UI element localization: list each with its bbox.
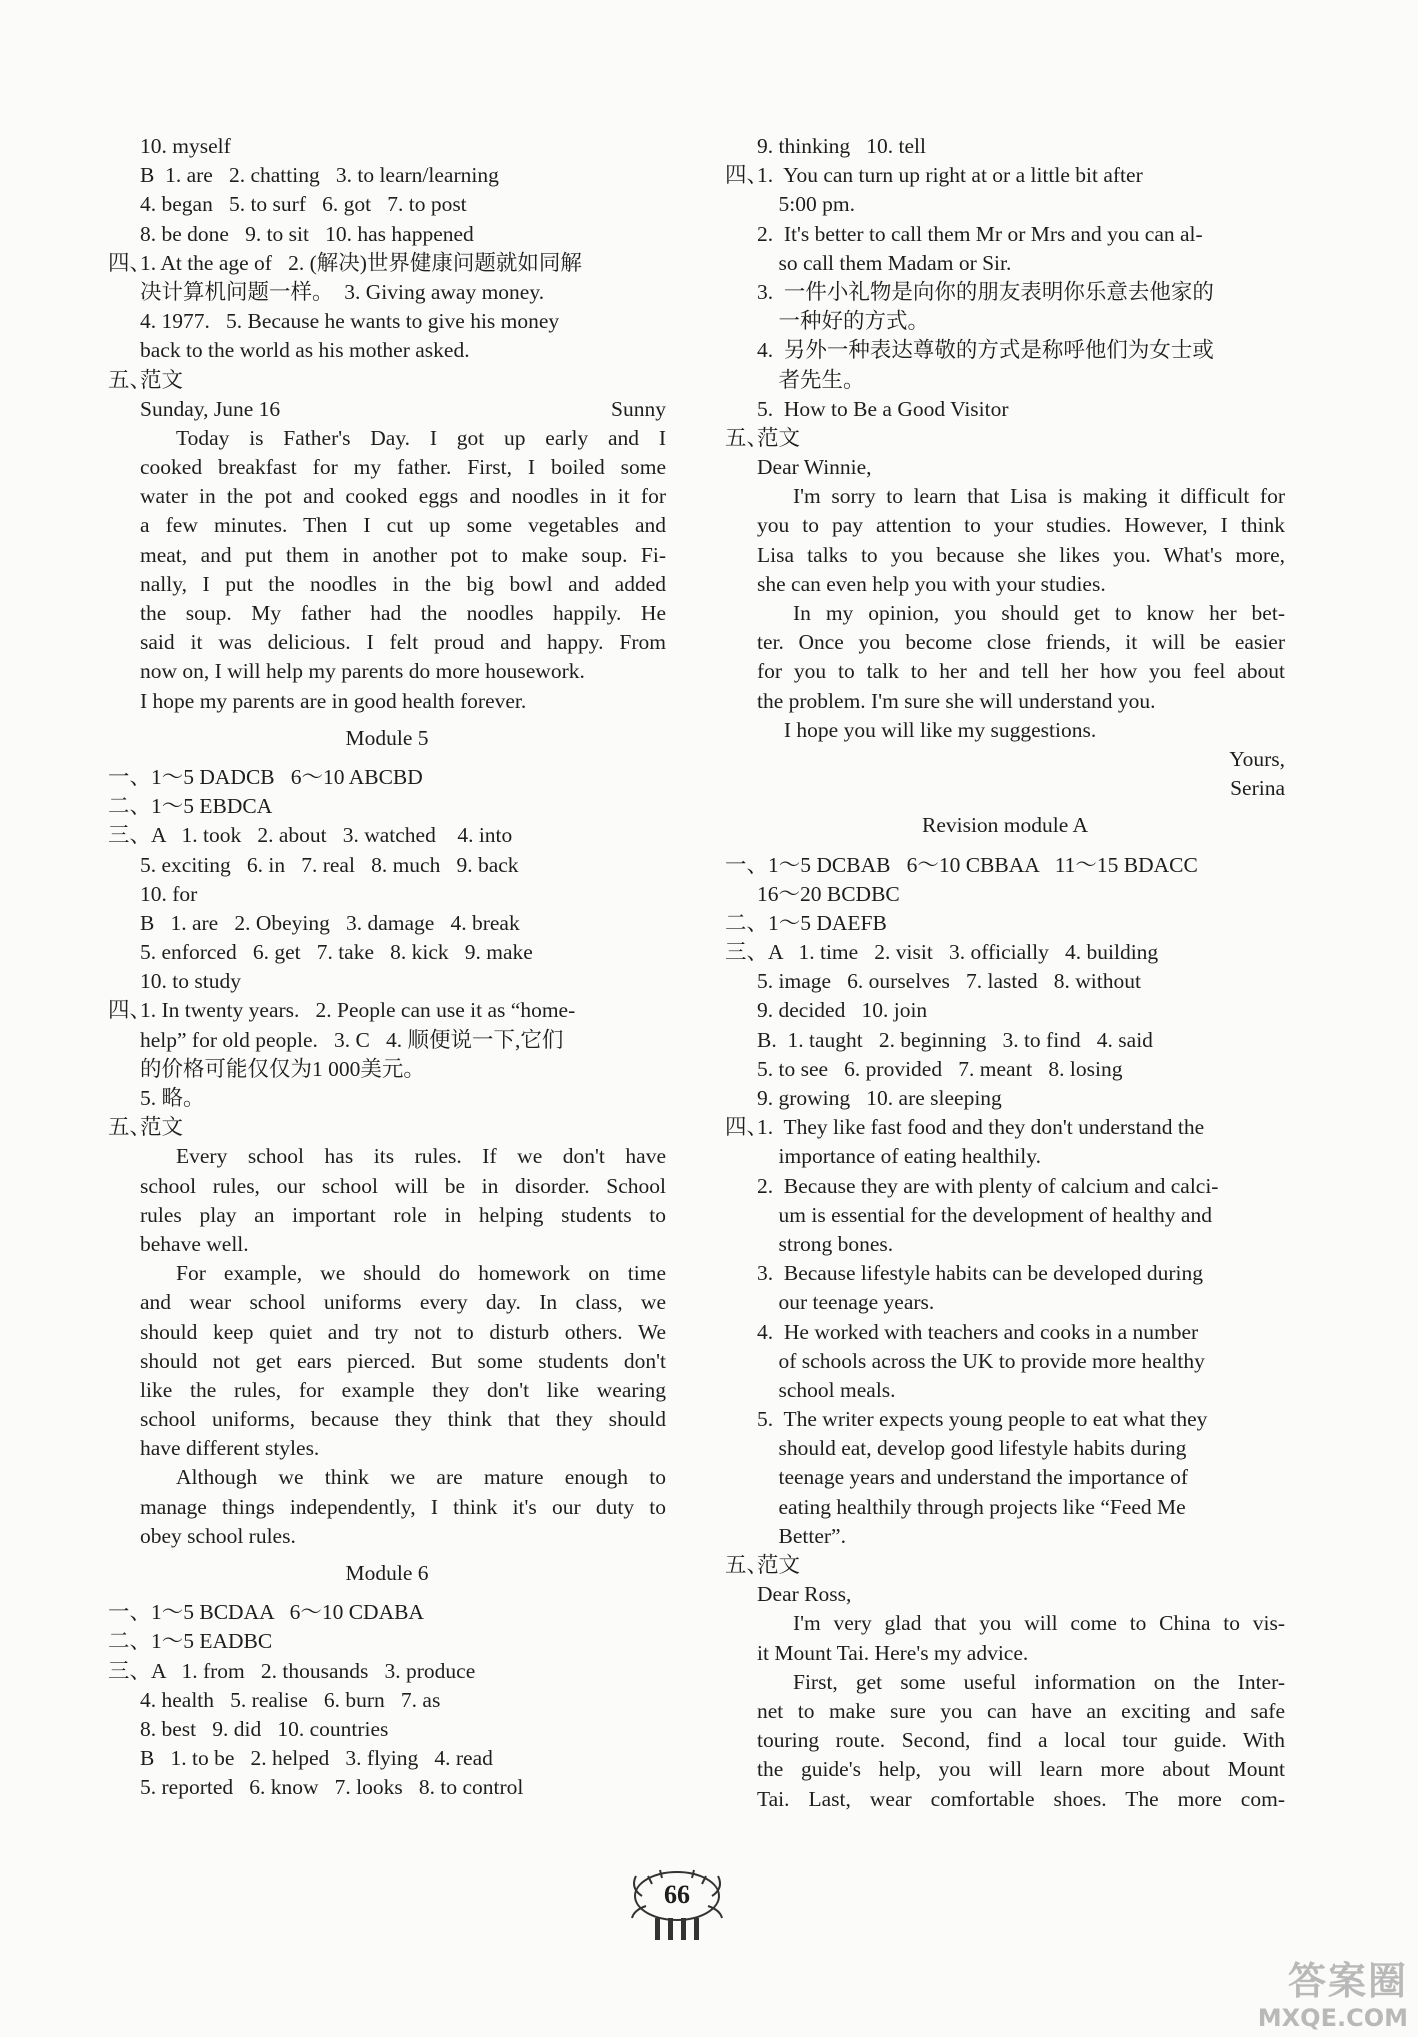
answer-key-line: 一、1～5 DADCB 6～10 ABCBD: [108, 764, 423, 789]
line-text: um is essential for the development of healthy and: [757, 1202, 1212, 1227]
answer-line: [725, 1347, 1285, 1376]
line-text: I hope my parents are in good health forever.: [140, 688, 527, 713]
answer-line: [108, 336, 666, 365]
answer-line: [725, 967, 1285, 996]
line-text: 1. You can turn up right at or a little bit after: [757, 163, 1143, 188]
line-text: the problem. I'm sure she will understand you.: [757, 688, 1156, 713]
answer-key-line: 一、1～5 DCBAB 6～10 CBBAA 11～15 BDACC: [725, 852, 1198, 877]
line-text: Better”.: [757, 1523, 846, 1548]
answer-line: [725, 307, 1285, 336]
essay-line: should not get ears pierced. But some students don't: [140, 1348, 666, 1373]
essay-line: cooked breakfast for my father. First, I boiled some: [140, 455, 666, 480]
diary-date: Sunday, June 16: [140, 396, 281, 421]
line-text: our teenage years.: [757, 1290, 935, 1315]
line-text: 8. best 9. did 10. countries: [140, 1716, 389, 1741]
answer-line: [725, 1318, 1285, 1347]
essay-line: rules play an important role in helping students to: [140, 1202, 666, 1227]
answer-line: [108, 1773, 666, 1802]
line-text: 5. enforced 6. get 7. take 8. kick 9. make: [140, 940, 533, 965]
answer-line: [725, 1201, 1285, 1230]
watermark-url: MXQE.COM: [1257, 2004, 1408, 2032]
line-text: 4. 另外一种表达尊敬的方式是称呼他们为女士或: [757, 338, 1214, 363]
line-text: 者先生。: [757, 367, 865, 392]
line-text: 5. How to Be a Good Visitor: [757, 396, 1009, 421]
line-text: obey school rules.: [140, 1523, 296, 1548]
essay-line: In my opinion, you should get to know her bet-: [793, 601, 1285, 625]
answer-line: [725, 687, 1285, 716]
right-column: [725, 132, 1285, 1814]
section-label: 五、: [108, 367, 152, 392]
line-text: it Mount Tai. Here's my advice.: [757, 1640, 1029, 1665]
line-text: 2. Because they are with plenty of calcium and calci-: [757, 1173, 1219, 1198]
answer-line: [725, 1405, 1285, 1434]
answer-line: [108, 366, 666, 395]
answer-line: [108, 657, 666, 686]
essay-line: for you to talk to her and tell her how you feel about: [757, 659, 1285, 684]
answer-line: [108, 996, 666, 1025]
line-text: 9. growing 10. are sleeping: [757, 1086, 1002, 1110]
answer-line: [108, 967, 666, 996]
essay-line: Today is Father's Day. I got up early and I: [176, 425, 666, 450]
line-text: Dear Ross,: [757, 1582, 852, 1607]
line-text: should eat, develop good lifestyle habits during: [757, 1436, 1187, 1461]
answer-line: [725, 395, 1285, 424]
left-column: [108, 132, 666, 1803]
line-text: 决计算机问题一样。 3. Giving away money.: [140, 279, 545, 304]
diary-header: [108, 395, 666, 424]
essay-line: manage things independently, I think it's our duty to: [140, 1494, 666, 1519]
essay-line: the soup. My father had the noodles happily. He: [140, 601, 666, 625]
line-text: 3. Because lifestyle habits can be developed during: [757, 1261, 1203, 1286]
answer-line: [725, 1288, 1285, 1317]
letter-signoff: Yours,: [1229, 746, 1285, 771]
line-text: 范文: [140, 367, 184, 392]
section-label: 四、: [725, 163, 769, 188]
module-heading: Revision module A: [921, 813, 1089, 838]
answer-line: [725, 278, 1285, 307]
line-text: B. 1. taught 2. beginning 3. to find 4. said: [757, 1027, 1153, 1052]
essay-line: Although we think we are mature enough to: [176, 1465, 666, 1490]
line-text: B 1. are 2. Obeying 3. damage 4. break: [140, 910, 520, 935]
answer-line: [725, 1084, 1285, 1113]
line-text: 范文: [757, 425, 801, 450]
page-number-badge: [622, 1866, 732, 1946]
answer-line: [108, 1744, 666, 1773]
answer-line: [725, 570, 1285, 599]
answer-key-line: 三、A 1. took 2. about 3. watched 4. into: [108, 823, 513, 848]
line-text: 10. for: [140, 881, 198, 906]
section-label: 四、: [108, 998, 152, 1023]
line-text: 5. 略。: [140, 1086, 205, 1110]
module-heading: Module 6: [345, 1561, 429, 1585]
answer-line: [108, 307, 666, 336]
line-text: eating healthily through projects like “Feed Me: [757, 1494, 1186, 1519]
answer-line: [108, 132, 666, 161]
essay-line: net to make sure you can have an exciting and safe: [757, 1698, 1285, 1723]
answer-line: [108, 278, 666, 307]
section-label: 五、: [725, 425, 769, 450]
answer-line: [108, 687, 666, 716]
answer-line: [725, 1434, 1285, 1463]
line-text: 5. exciting 6. in 7. real 8. much 9. back: [140, 852, 519, 877]
essay-line: said it was delicious. I felt proud and happy. From: [140, 630, 666, 655]
essay-line: First, get some useful information on the Inter-: [793, 1669, 1285, 1694]
answer-line: [108, 1230, 666, 1259]
answer-line: [108, 220, 666, 249]
line-text: 8. be done 9. to sit 10. has happened: [140, 221, 474, 246]
answer-line: [108, 161, 666, 190]
module-heading: Module 5: [345, 725, 429, 750]
line-text: 16～20 BCDBC: [757, 881, 900, 906]
answer-line: [108, 190, 666, 219]
line-text: 10. to study: [140, 969, 241, 994]
answer-line: [725, 1463, 1285, 1492]
line-text: 4. health 5. realise 6. burn 7. as: [140, 1687, 441, 1712]
line-text: 范文: [140, 1115, 184, 1140]
letter-signoff: Serina: [1230, 776, 1285, 801]
line-text: 4. 1977. 5. Because he wants to give his money: [140, 309, 560, 334]
answer-line: [725, 190, 1285, 219]
essay-line: a few minutes. Then I cut up some vegetables and: [140, 513, 666, 538]
essay-line: ter. Once you become close friends, it will be easier: [757, 630, 1285, 655]
essay-line: and wear school uniforms every day. In class, we: [140, 1290, 666, 1315]
essay-line: should keep quiet and try not to disturb others. We: [140, 1319, 666, 1344]
line-text: she can even help you with your studies.: [757, 571, 1106, 596]
answer-key-line: 三、A 1. time 2. visit 3. officially 4. building: [725, 940, 1159, 965]
answer-line: [108, 880, 666, 909]
answer-line: [108, 938, 666, 967]
answer-line: [725, 220, 1285, 249]
answer-line: [108, 909, 666, 938]
essay-line: the guide's help, you will learn more about Mount: [757, 1757, 1285, 1782]
line-text: importance of eating healthily.: [757, 1144, 1041, 1169]
essay-line: Lisa talks to you because she likes you. What's more,: [757, 542, 1285, 567]
line-text: have different styles.: [140, 1436, 320, 1461]
line-text: now on, I will help my parents do more housework.: [140, 659, 585, 684]
line-text: 9. thinking 10. tell: [757, 134, 927, 158]
essay-line: nally, I put the noodles in the big bowl and added: [140, 571, 666, 596]
line-text: 5. image 6. ourselves 7. lasted 8. without: [757, 969, 1141, 994]
answer-line: [725, 1551, 1285, 1580]
answer-key-line: 二、1～5 EADBC: [108, 1629, 273, 1654]
line-text: help” for old people. 3. C 4. 顺便说一下,它们: [140, 1027, 564, 1052]
line-text: 9. decided 10. join: [757, 998, 928, 1023]
section-label: 四、: [725, 1115, 769, 1140]
line-text: B 1. are 2. chatting 3. to learn/learning: [140, 163, 499, 188]
line-text: of schools across the UK to provide more healthy: [757, 1348, 1205, 1373]
answer-line: [725, 1142, 1285, 1171]
page-number: 66: [664, 1880, 690, 1909]
line-text: 的价格可能仅仅为1 000美元。: [140, 1056, 425, 1081]
answer-line: [725, 1055, 1285, 1084]
answer-line: [725, 996, 1285, 1025]
essay-line: like the rules, for example they don't like wearing: [140, 1377, 666, 1402]
essay-line: I'm very glad that you will come to China to vis-: [793, 1611, 1285, 1636]
answer-line: [108, 1715, 666, 1744]
answer-line: [108, 1686, 666, 1715]
answer-line: [108, 1113, 666, 1142]
line-text: I hope you will like my suggestions.: [757, 717, 1097, 742]
answer-key-line: 二、1～5 EBDCA: [108, 794, 273, 819]
essay-line: school uniforms, because they think that they should: [140, 1407, 666, 1432]
line-text: 一种好的方式。: [757, 309, 930, 334]
answer-line: [725, 249, 1285, 278]
answer-line: [725, 424, 1285, 453]
line-text: 10. myself: [140, 134, 231, 158]
section-label: 五、: [725, 1553, 769, 1577]
answer-line: [108, 851, 666, 880]
diary-weather: Sunny: [611, 396, 666, 421]
line-text: strong bones.: [757, 1231, 894, 1256]
line-text: 1. At the age of 2. (解决)世界健康问题就如同解: [140, 250, 582, 275]
watermark-logo-text: 答案圈: [1287, 1959, 1408, 2003]
essay-line: I'm sorry to learn that Lisa is making it difficult for: [793, 484, 1285, 509]
answer-line: [725, 1026, 1285, 1055]
line-text: 范文: [757, 1553, 801, 1577]
line-text: so call them Madam or Sir.: [757, 250, 1012, 275]
line-text: 4. He worked with teachers and cooks in a number: [757, 1319, 1199, 1344]
answer-line: [725, 1580, 1285, 1609]
answer-line: [725, 1172, 1285, 1201]
answer-line: [725, 1230, 1285, 1259]
essay-line: water in the pot and cooked eggs and noodles in it for: [140, 484, 666, 509]
section-label: 五、: [108, 1115, 152, 1140]
line-text: 5:00 pm.: [757, 192, 855, 217]
answer-line: [108, 1084, 666, 1113]
answer-line: [725, 366, 1285, 395]
essay-line: Every school has its rules. If we don't have: [176, 1144, 666, 1169]
answer-line: [725, 1639, 1285, 1668]
answer-line: [108, 1434, 666, 1463]
line-text: teenage years and understand the importance of: [757, 1465, 1189, 1490]
essay-line: touring route. Second, find a local tour guide. With: [757, 1728, 1285, 1753]
answer-line: [725, 1113, 1285, 1142]
line-text: B 1. to be 2. helped 3. flying 4. read: [140, 1746, 493, 1771]
section-label: 四、: [108, 250, 152, 275]
answer-line: [725, 336, 1285, 365]
essay-line: you to pay attention to your studies. However, I think: [757, 513, 1285, 538]
answer-line: [725, 880, 1285, 909]
answer-line: [725, 1522, 1285, 1551]
answer-line: [108, 249, 666, 278]
answer-line: [725, 1259, 1285, 1288]
answer-line: [725, 1376, 1285, 1405]
answer-line: [108, 1522, 666, 1551]
answer-key-line: 三、A 1. from 2. thousands 3. produce: [108, 1658, 476, 1683]
line-text: 1. In twenty years. 2. People can use it as “home-: [140, 998, 576, 1023]
line-text: school meals.: [757, 1377, 896, 1402]
line-text: 5. to see 6. provided 7. meant 8. losing: [757, 1056, 1123, 1081]
essay-line: school rules, our school will be in disorder. School: [140, 1173, 666, 1198]
answer-line: [108, 1055, 666, 1084]
line-text: 3. 一件小礼物是向你的朋友表明你乐意去他家的: [757, 279, 1214, 304]
answer-line: [725, 716, 1285, 745]
answer-line: [725, 132, 1285, 161]
essay-line: Tai. Last, wear comfortable shoes. The more com-: [757, 1786, 1285, 1811]
line-text: Dear Winnie,: [757, 455, 872, 480]
line-text: 5. The writer expects young people to eat what they: [757, 1407, 1208, 1432]
essay-line: meat, and put them in another pot to make soup. Fi-: [140, 542, 666, 567]
line-text: 4. began 5. to surf 6. got 7. to post: [140, 192, 467, 217]
line-text: back to the world as his mother asked.: [140, 338, 470, 363]
answer-line: [725, 161, 1285, 190]
line-text: behave well.: [140, 1231, 249, 1256]
answer-key-line: 二、1～5 DAEFB: [725, 910, 887, 935]
essay-line: For example, we should do homework on time: [176, 1261, 666, 1286]
answer-line: [108, 1026, 666, 1055]
line-text: 5. reported 6. know 7. looks 8. to control: [140, 1775, 524, 1800]
watermark: [1238, 1950, 1408, 2034]
answer-line: [725, 453, 1285, 482]
answer-key-line: 一、1～5 BCDAA 6～10 CDABA: [108, 1600, 424, 1625]
line-text: 1. They like fast food and they don't understand the: [757, 1115, 1205, 1140]
answer-line: [725, 1493, 1285, 1522]
line-text: 2. It's better to call them Mr or Mrs and you can al-: [757, 221, 1203, 246]
